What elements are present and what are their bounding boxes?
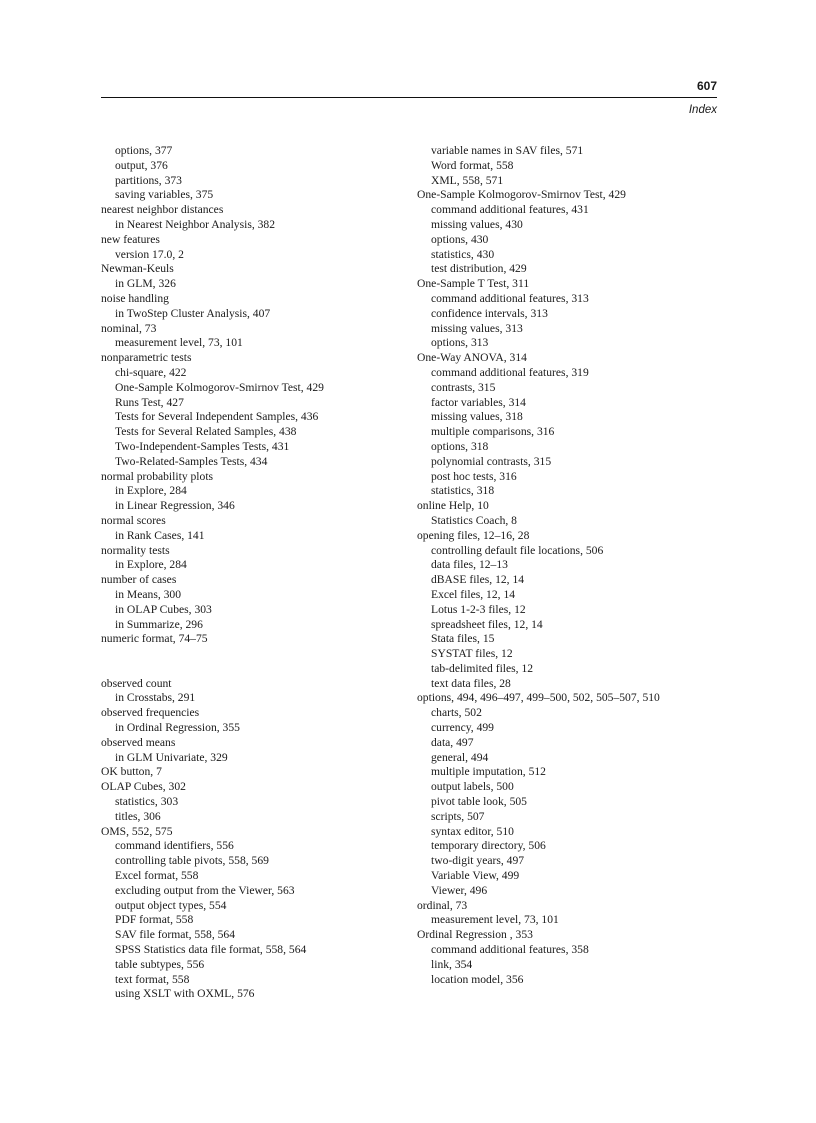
index-subentry: command additional features, 358 [431,943,589,957]
index-entry: normal scores [101,513,166,527]
index-subentry: Tests for Several Independent Samples, 436 [115,410,319,424]
index-subentry: multiple imputation, 512 [431,765,546,779]
index-entry: new features [101,232,160,246]
index-entry: Ordinal Regression , 353 [417,928,533,942]
index-subentry: in GLM, 326 [115,277,176,291]
index-subentry: temporary directory, 506 [431,839,546,853]
index-entry: nominal, 73 [101,321,157,335]
index-entry: number of cases [101,573,177,587]
index-subentry: Viewer, 496 [431,883,488,897]
index-subentry: text data files, 28 [431,676,511,690]
index-subentry: dBASE files, 12, 14 [431,573,525,587]
index-entry: options, 494, 496–497, 499–500, 502, 505–507, 510 [417,691,660,705]
index-entry: numeric format, 74–75 [101,632,208,646]
header-rule [101,97,717,98]
index-entry: One-Sample T Test, 311 [417,277,530,291]
index-column-left [101,144,324,1002]
index-entry: OMS, 552, 575 [101,824,173,838]
index-subentry: Excel format, 558 [115,869,199,883]
index-entry: OK button, 7 [101,765,162,779]
index-subentry: measurement level, 73, 101 [431,913,559,927]
index-subentry: statistics, 430 [431,247,495,261]
index-subentry: polynomial contrasts, 315 [431,454,552,468]
index-entry: normality tests [101,543,170,557]
index-entry: observed means [101,735,176,749]
index-entry: ordinal, 73 [417,898,468,912]
index-subentry: Lotus 1-2-3 files, 12 [431,602,526,616]
index-entry: opening files, 12–16, 28 [417,528,530,542]
index-subentry: general, 494 [431,750,489,764]
index-subentry: options, 377 [115,144,173,157]
index-subentry: controlling table pivots, 558, 569 [115,854,269,868]
index-subentry: in GLM Univariate, 329 [115,750,228,764]
index-subentry: Tests for Several Related Samples, 438 [115,425,297,439]
index-subentry: output, 376 [115,158,168,172]
letter-group-gap [101,647,324,677]
index-subentry: PDF format, 558 [115,913,194,927]
index-subentry: SYSTAT files, 12 [431,647,513,661]
index-subentry: data, 497 [431,735,474,749]
running-header-title: Index [688,104,717,116]
index-subentry: command additional features, 313 [431,291,589,305]
index-subentry: in Summarize, 296 [115,617,203,631]
index-entry: nonparametric tests [101,351,192,365]
index-subentry: options, 430 [431,232,489,246]
index-entry: observed count [101,676,172,690]
index-subentry: in OLAP Cubes, 303 [115,602,212,616]
index-subentry: currency, 499 [431,721,494,735]
index-subentry: chi-square, 422 [115,365,187,379]
index-subentry: in TwoStep Cluster Analysis, 407 [115,306,271,320]
index-subentry: statistics, 318 [431,484,495,498]
index-subentry: using XSLT with OXML, 576 [115,987,255,1001]
index-subentry: version 17.0, 2 [115,247,184,261]
index-subentry: syntax editor, 510 [431,824,514,838]
index-subentry: in Nearest Neighbor Analysis, 382 [115,217,276,231]
index-entry: OLAP Cubes, 302 [101,780,186,794]
index-subentry: confidence intervals, 313 [431,306,548,320]
index-subentry: variable names in SAV files, 571 [431,144,584,157]
index-subentry: options, 313 [431,336,489,350]
index-subentry: post hoc tests, 316 [431,469,517,483]
index-subentry: One-Sample Kolmogorov-Smirnov Test, 429 [115,380,324,394]
index-subentry: command additional features, 431 [431,203,589,217]
index-entry: noise handling [101,291,169,305]
index-entry: online Help, 10 [417,499,489,513]
index-subentry: contrasts, 315 [431,380,496,394]
index-subentry: missing values, 318 [431,410,523,424]
index-subentry: output object types, 554 [115,898,227,912]
index-subentry: command identifiers, 556 [115,839,234,853]
index-subentry: in Linear Regression, 346 [115,499,235,513]
index-subentry: missing values, 313 [431,321,523,335]
index-subentry: Stata files, 15 [431,632,495,646]
index-subentry: Variable View, 499 [431,869,520,883]
index-subentry: Two-Related-Samples Tests, 434 [115,454,268,468]
index-subentry: XML, 558, 571 [431,173,504,187]
index-subentry: output labels, 500 [431,780,514,794]
index-subentry: Word format, 558 [431,158,514,172]
index-subentry: options, 318 [431,439,489,453]
index-subentry: table subtypes, 556 [115,957,205,971]
index-subentry: link, 354 [431,957,473,971]
index-column-right [417,144,660,987]
index-subentry: Statistics Coach, 8 [431,513,517,527]
index-entry: One-Sample Kolmogorov-Smirnov Test, 429 [417,188,626,202]
index-subentry: Two-Independent-Samples Tests, 431 [115,439,290,453]
index-subentry: in Ordinal Regression, 355 [115,721,240,735]
index-subentry: SAV file format, 558, 564 [115,928,236,942]
index-subentry: data files, 12–13 [431,558,508,572]
index-subentry: charts, 502 [431,706,482,720]
index-subentry: tab-delimited files, 12 [431,661,534,675]
index-entry: observed frequencies [101,706,200,720]
index-subentry: Excel files, 12, 14 [431,587,516,601]
index-subentry: multiple comparisons, 316 [431,425,555,439]
index-entry: One-Way ANOVA, 314 [417,351,527,365]
index-subentry: factor variables, 314 [431,395,526,409]
index-subentry: text format, 558 [115,972,190,986]
index-subentry: in Explore, 284 [115,484,187,498]
index-entry: Newman-Keuls [101,262,174,276]
index-subentry: command additional features, 319 [431,365,589,379]
index-subentry: excluding output from the Viewer, 563 [115,883,295,897]
index-subentry: in Explore, 284 [115,558,187,572]
index-entry: nearest neighbor distances [101,203,224,217]
index-subentry: SPSS Statistics data file format, 558, 564 [115,943,307,957]
index-subentry: controlling default file locations, 506 [431,543,604,557]
index-subentry: statistics, 303 [115,795,179,809]
index-subentry: in Crosstabs, 291 [115,691,196,705]
index-subentry: measurement level, 73, 101 [115,336,243,350]
index-entry: normal probability plots [101,469,214,483]
index-subentry: pivot table look, 505 [431,795,527,809]
index-subentry: missing values, 430 [431,217,523,231]
index-subentry: spreadsheet files, 12, 14 [431,617,543,631]
index-subentry: saving variables, 375 [115,188,214,202]
index-subentry: location model, 356 [431,972,524,986]
page-number: 607 [696,79,717,93]
index-subentry: two-digit years, 497 [431,854,525,868]
index-subentry: in Means, 300 [115,587,182,601]
index-subentry: test distribution, 429 [431,262,527,276]
index-subentry: partitions, 373 [115,173,182,187]
index-subentry: scripts, 507 [431,809,485,823]
index-subentry: Runs Test, 427 [115,395,184,409]
index-subentry: in Rank Cases, 141 [115,528,205,542]
index-subentry: titles, 306 [115,809,161,823]
